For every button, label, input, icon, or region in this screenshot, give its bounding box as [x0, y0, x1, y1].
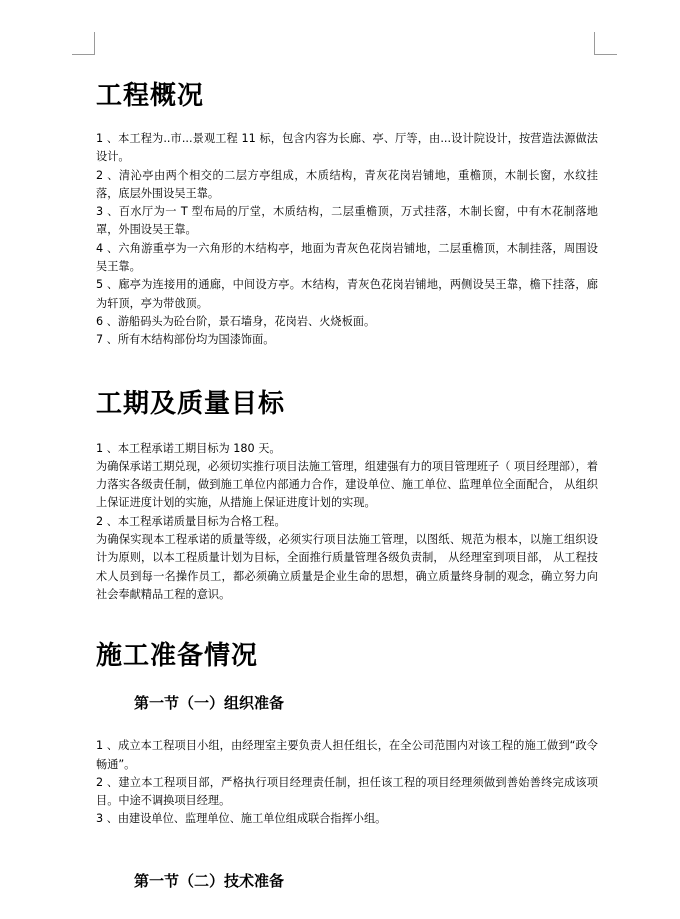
schedule-paragraph: 为确保承诺工期兑现，必须切实推行项目法施工管理，组建强有力的项目管理班子（ 项目经理部），着力落实各级责任制，做到施工单位内部通力合作，建设单位、施工单位、监理单位全面配合， 从组织上保证进度计划的实施，从措施上保证进度计划的实现。	[96, 459, 598, 510]
heading-schedule-quality: 工期及质量目标	[96, 388, 286, 419]
schedule-item: 2 、本工程承诺质量目标为合格工程。	[96, 514, 286, 528]
overview-item: 5 、廊亭为连接用的通廊，中间设方亭。木结构，青灰色花岗岩铺地，两侧设吴王靠，檐下挂落，廊为轩顶，亭为带戗顶。	[96, 278, 598, 310]
heading-preparation: 施工准备情况	[96, 641, 259, 672]
organization-body	[96, 737, 598, 828]
overview-item: 4 、六角游重亭为一六角形的木结构亭，地面为青灰色花岗岩铺地，二层重檐顶，木制挂落，周围设吴王靠。	[96, 241, 598, 274]
overview-item: 2 、清沁亭由两个相交的二层方亭组成，木质结构，青灰花岗岩铺地，重檐顶，木制长窗，水纹挂落，底层外围设吴王靠。	[96, 168, 598, 200]
subheading-organization: 第一节（一）组织准备	[134, 694, 285, 713]
organization-item: 1 、成立本工程项目小组，由经理室主要负责人担任组长，在全公司范围内对该工程的施工做到“政令畅通”。	[96, 739, 598, 771]
overview-item: 6 、游船码头为砼台阶，景石墙身，花岗岩、火烧板面。	[96, 314, 376, 328]
schedule-item: 1 、本工程承诺工期目标为 180 天。	[96, 441, 281, 455]
page-corner-mark-top-right	[594, 32, 617, 55]
schedule-body	[96, 440, 598, 605]
subheading-technical: 第一节（二）技术准备	[134, 871, 285, 890]
organization-item: 3 、由建设单位、监理单位、施工单位组成联合指挥小组。	[96, 812, 387, 826]
schedule-paragraph: 为确保实现本工程承诺的质量等级，必须实行项目法施工管理，以图纸、规范为根本，以施工组织设计为原则，以本工程质量计划为目标，全面推行质量管理各级负责制， 从经理室到项目部， 从工程技术人员到每一名操作员工，都必须确立质量是企业生命的思想，确立质量终身制的观念，确立努力向社会奉献精品工程的意识。	[96, 533, 598, 601]
overview-item: 3 、百水厅为一 T 型布局的厅堂，木质结构，二层重檐顶，万式挂落，木制长窗，中有木花制落地罩，外围设吴王靠。	[96, 205, 598, 237]
organization-item: 2 、建立本工程项目部，严格执行项目经理责任制，担任该工程的项目经理须做到善始善终完成该项目。中途不调换项目经理。	[96, 775, 598, 808]
overview-body	[96, 130, 598, 350]
overview-item: 7 、所有木结构部份均为国漆饰面。	[96, 333, 275, 347]
overview-item: 1 、本工程为..市...景观工程 11 标，包含内容为长廊、亭、厅等，由...设计院设计，按营造法源做法设计。	[96, 132, 598, 164]
heading-overview: 工程概况	[96, 81, 205, 111]
page-corner-mark-top-left	[72, 32, 95, 55]
document-body	[96, 66, 598, 893]
